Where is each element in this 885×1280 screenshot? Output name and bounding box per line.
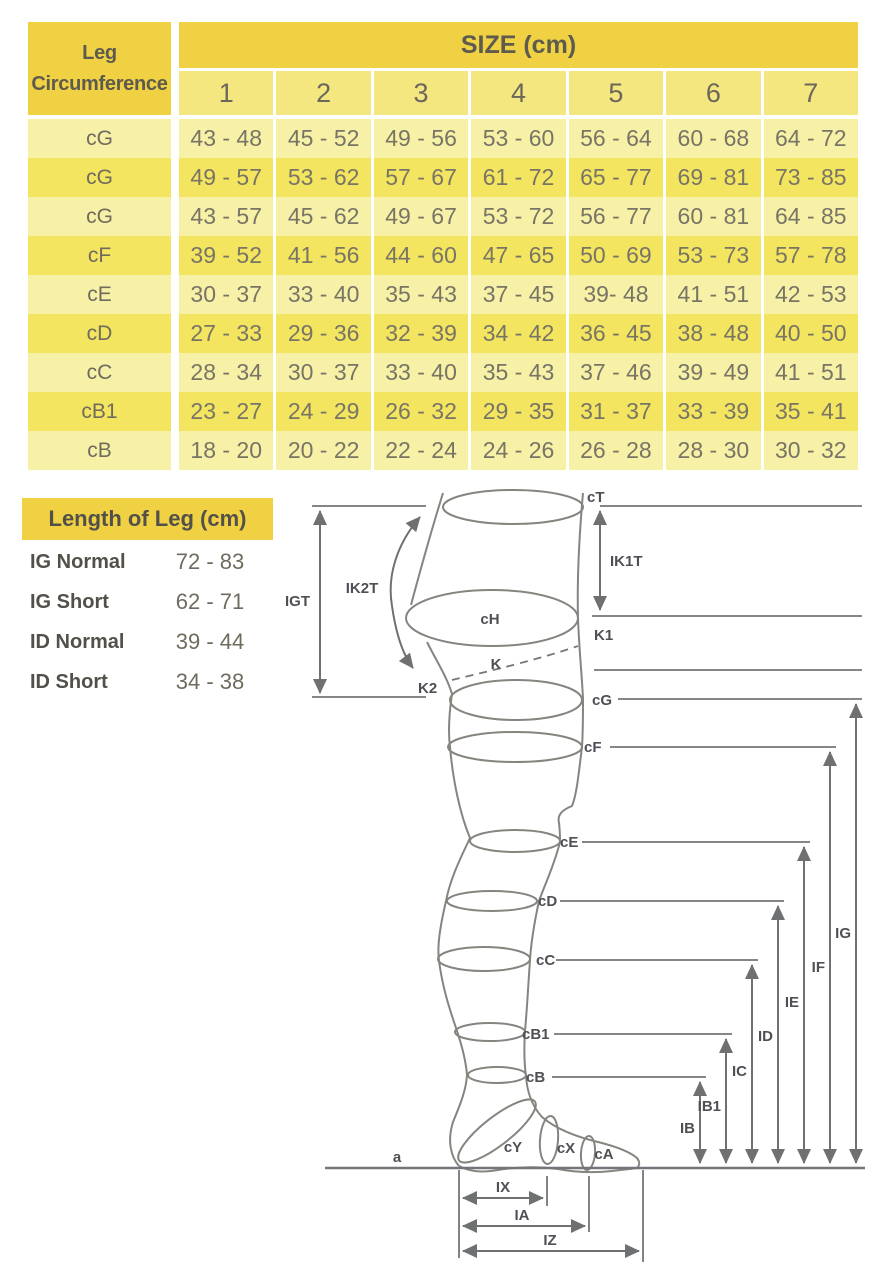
cH-label: cH xyxy=(480,611,500,628)
IB1-label: IB1 xyxy=(697,1098,721,1115)
IK1T-label: IK1T xyxy=(610,553,643,570)
size-cell: 45 - 62 xyxy=(276,197,370,236)
size-cell: 64 - 72 xyxy=(764,119,858,158)
row-label: cC xyxy=(28,353,176,392)
size-cell: 22 - 24 xyxy=(374,431,468,470)
table-row xyxy=(28,158,858,197)
IGT-label: IGT xyxy=(285,593,310,610)
row-label: cE xyxy=(28,275,176,314)
size-cell: 37 - 46 xyxy=(569,353,663,392)
table-row xyxy=(28,353,858,392)
size-header: SIZE (cm) xyxy=(179,22,858,68)
size-cell: 18 - 20 xyxy=(179,431,273,470)
size-cell: 28 - 30 xyxy=(666,431,760,470)
leg-outline xyxy=(406,490,639,1172)
size-cell: 60 - 68 xyxy=(666,119,760,158)
table-row xyxy=(28,275,858,314)
size-cell: 33 - 39 xyxy=(666,392,760,431)
IF-label: IF xyxy=(811,959,825,976)
leg-left-edge xyxy=(438,694,470,1166)
size-cell: 39 - 52 xyxy=(179,236,273,275)
size-cell: 47 - 65 xyxy=(471,236,565,275)
table-row xyxy=(28,119,858,158)
size-cell: 24 - 26 xyxy=(471,431,565,470)
size-cell: 30 - 37 xyxy=(179,275,273,314)
size-cell: 56 - 64 xyxy=(569,119,663,158)
size-cell: 53 - 72 xyxy=(471,197,565,236)
cC-ellipse xyxy=(438,947,530,971)
size-table-header xyxy=(28,22,858,115)
length-row-value: 34 - 38 xyxy=(175,669,245,694)
table-row xyxy=(28,431,858,470)
size-cell: 61 - 72 xyxy=(471,158,565,197)
cA-label: cA xyxy=(594,1146,614,1163)
size-cell: 23 - 27 xyxy=(179,392,273,431)
cB1-label: cB1 xyxy=(522,1026,550,1043)
IZ-label: IZ xyxy=(543,1232,557,1249)
cC-label: cC xyxy=(536,952,556,969)
IC-label: IC xyxy=(732,1063,747,1080)
size-cell: 33 - 40 xyxy=(374,353,468,392)
row-label: cG xyxy=(28,158,176,197)
thigh-left-edge xyxy=(411,493,443,605)
cD-label: cD xyxy=(538,893,558,910)
size-cell: 29 - 36 xyxy=(276,314,370,353)
size-cell: 24 - 29 xyxy=(276,392,370,431)
IG-label: IG xyxy=(835,925,851,942)
size-cell: 35 - 43 xyxy=(374,275,468,314)
size-cell: 53 - 62 xyxy=(276,158,370,197)
size-cell: 34 - 42 xyxy=(471,314,565,353)
size-col-6: 6 xyxy=(666,71,760,115)
size-col-7: 7 xyxy=(764,71,858,115)
K2-label: K2 xyxy=(418,680,438,697)
table-row xyxy=(28,314,858,353)
size-cell: 53 - 60 xyxy=(471,119,565,158)
cG-label: cG xyxy=(592,692,613,709)
cE-ellipse xyxy=(470,830,560,852)
size-cell: 30 - 37 xyxy=(276,353,370,392)
table-row xyxy=(28,197,858,236)
cG-ellipse xyxy=(450,680,582,720)
size-cell: 57 - 78 xyxy=(764,236,858,275)
size-cell: 65 - 77 xyxy=(569,158,663,197)
size-col-4: 4 xyxy=(471,71,565,115)
size-cell: 57 - 67 xyxy=(374,158,468,197)
length-row-value: 72 - 83 xyxy=(175,549,245,574)
IA-label: IA xyxy=(514,1207,530,1224)
cT-label: cT xyxy=(587,489,605,506)
row-label: cF xyxy=(28,236,176,275)
corner-line1: Leg xyxy=(82,41,117,64)
size-cell: 43 - 48 xyxy=(179,119,273,158)
size-cell: 73 - 85 xyxy=(764,158,858,197)
size-cell: 69 - 81 xyxy=(666,158,760,197)
size-cell: 39 - 49 xyxy=(666,353,760,392)
size-cell: 37 - 45 xyxy=(471,275,565,314)
size-cell: 20 - 22 xyxy=(276,431,370,470)
row-label: cD xyxy=(28,314,176,353)
row-label: cG xyxy=(28,119,176,158)
size-cell: 49 - 67 xyxy=(374,197,468,236)
size-cell: 30 - 32 xyxy=(764,431,858,470)
cY-ellipse xyxy=(451,1090,544,1171)
ground-a-label: a xyxy=(392,1149,402,1166)
K1-label: K1 xyxy=(594,627,614,644)
size-cell: 31 - 37 xyxy=(569,392,663,431)
size-col-3: 3 xyxy=(374,71,468,115)
size-cell: 36 - 45 xyxy=(569,314,663,353)
size-cell: 45 - 52 xyxy=(276,119,370,158)
IB-label: IB xyxy=(680,1120,695,1137)
size-cell: 41 - 56 xyxy=(276,236,370,275)
cD-ellipse xyxy=(447,891,537,911)
size-cell: 35 - 41 xyxy=(764,392,858,431)
size-cell: 35 - 43 xyxy=(471,353,565,392)
length-row-label: ID Short xyxy=(30,670,108,693)
size-number-row xyxy=(179,71,858,115)
size-cell: 28 - 34 xyxy=(179,353,273,392)
cY-label: cY xyxy=(503,1139,523,1156)
diagram-labels xyxy=(285,489,851,1249)
size-cell: 26 - 32 xyxy=(374,392,468,431)
row-label: cB xyxy=(28,431,176,470)
size-cell: 56 - 77 xyxy=(569,197,663,236)
cB-ellipse xyxy=(468,1067,526,1083)
size-cell: 64 - 85 xyxy=(764,197,858,236)
size-cell: 27 - 33 xyxy=(179,314,273,353)
size-cell: 29 - 35 xyxy=(471,392,565,431)
cB1-ellipse xyxy=(455,1023,525,1041)
leg-measurement-diagram xyxy=(0,480,885,1280)
length-table-header: Length of Leg (cm) xyxy=(22,498,273,540)
table-row xyxy=(28,236,858,275)
length-row-label: ID Normal xyxy=(30,630,125,653)
length-row-value: 39 - 44 xyxy=(175,629,245,654)
IE-label: IE xyxy=(784,994,799,1011)
row-label: cB1 xyxy=(28,392,176,431)
row-label: cG xyxy=(28,197,176,236)
size-cell: 44 - 60 xyxy=(374,236,468,275)
size-cell: 41 - 51 xyxy=(666,275,760,314)
K-dashed-line xyxy=(452,646,578,680)
size-cell: 38 - 48 xyxy=(666,314,760,353)
length-row-value: 62 - 71 xyxy=(175,589,245,614)
IK2T-label: IK2T xyxy=(345,580,379,597)
size-cell: 40 - 50 xyxy=(764,314,858,353)
table-row xyxy=(28,392,858,431)
cT-ellipse xyxy=(443,490,583,524)
size-cell: 60 - 81 xyxy=(666,197,760,236)
IX-label: IX xyxy=(495,1179,511,1196)
cB-label: cB xyxy=(526,1069,546,1086)
size-cell: 39- 48 xyxy=(569,275,663,314)
corner-line2: Circumference xyxy=(31,72,168,95)
length-row-label: IG Normal xyxy=(30,550,126,573)
size-cell: 33 - 40 xyxy=(276,275,370,314)
corner-header-leg-circumference xyxy=(28,22,176,115)
size-cell: 49 - 56 xyxy=(374,119,468,158)
size-col-1: 1 xyxy=(179,71,273,115)
cX-label: cX xyxy=(556,1140,576,1157)
size-col-2: 2 xyxy=(276,71,370,115)
length-row-label: IG Short xyxy=(30,590,109,613)
size-cell: 41 - 51 xyxy=(764,353,858,392)
size-cell: 50 - 69 xyxy=(569,236,663,275)
size-table-body xyxy=(28,119,858,470)
cE-label: cE xyxy=(560,834,579,851)
size-table xyxy=(28,22,858,470)
size-cell: 32 - 39 xyxy=(374,314,468,353)
size-cell: 42 - 53 xyxy=(764,275,858,314)
size-cell: 26 - 28 xyxy=(569,431,663,470)
size-cell: 53 - 73 xyxy=(666,236,760,275)
K-label: K xyxy=(490,656,502,673)
cF-label: cF xyxy=(584,739,602,756)
cF-ellipse xyxy=(448,732,582,762)
IK2T-arrow xyxy=(391,517,420,668)
size-cell: 43 - 57 xyxy=(179,197,273,236)
size-cell: 49 - 57 xyxy=(179,158,273,197)
size-col-5: 5 xyxy=(569,71,663,115)
ID-label: ID xyxy=(758,1028,773,1045)
